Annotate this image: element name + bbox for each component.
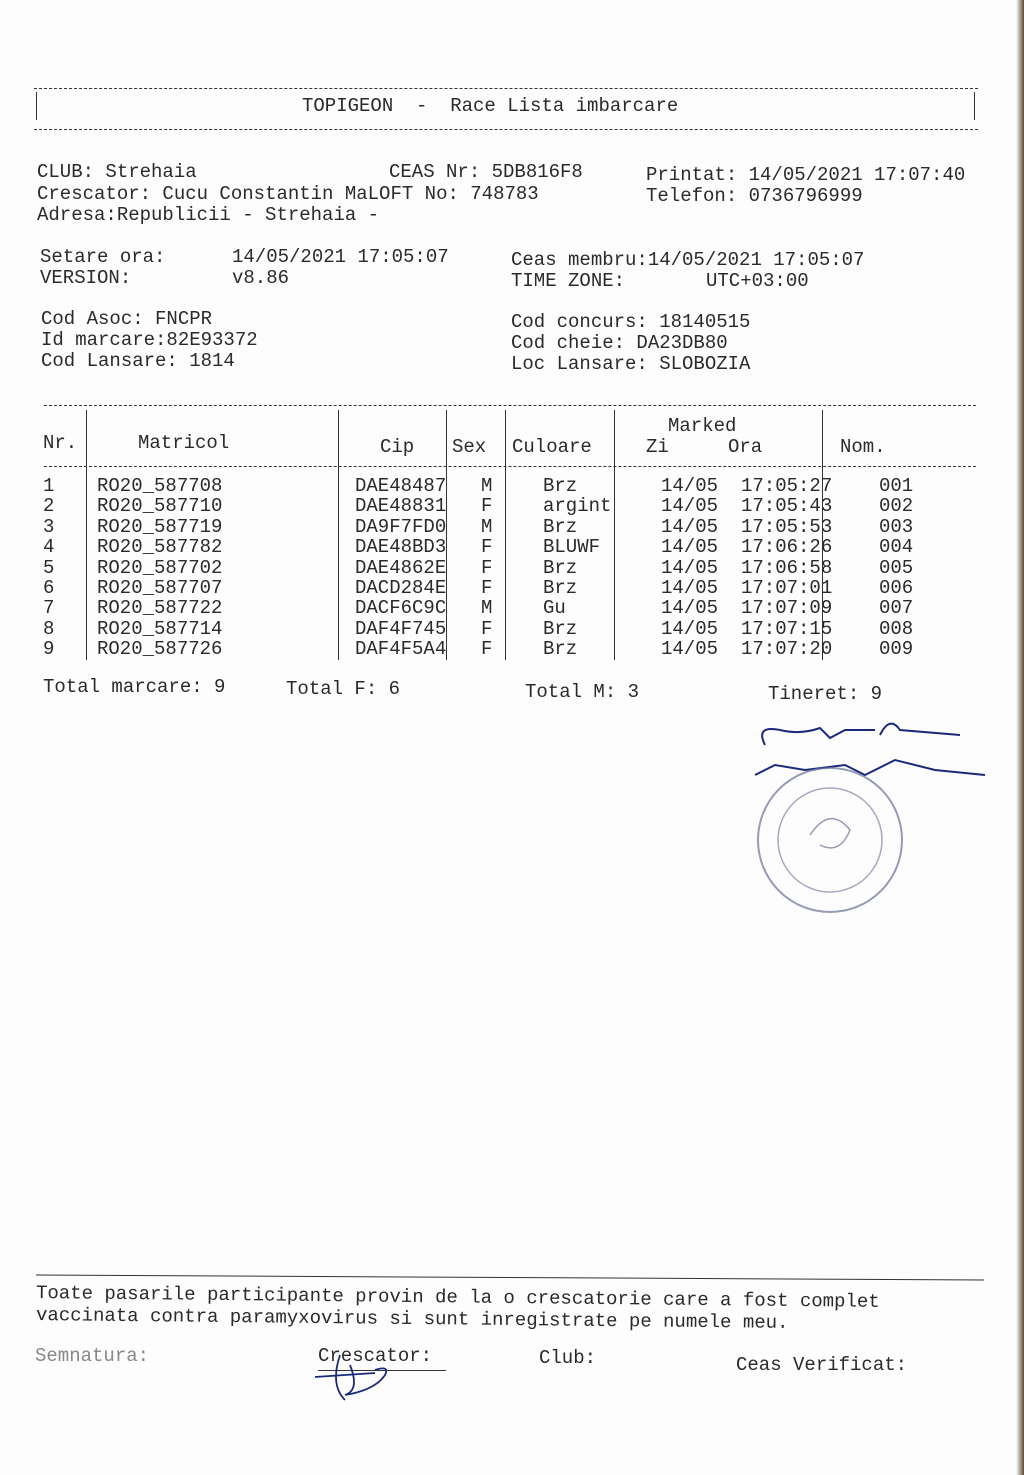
cell-nr: 2 [43, 495, 55, 518]
header-nom: Nom. [840, 436, 886, 458]
cell-zi: 14/05 [661, 638, 719, 661]
cell-nom: 006 [879, 576, 914, 599]
setare-ora-value: 14/05/2021 17:05:07 [232, 246, 449, 268]
total-f: Total F: 6 [286, 678, 401, 700]
cell-sex: F [481, 638, 493, 661]
cell-nr: 7 [43, 597, 55, 620]
cell-cip: DA9F7FD0 [355, 515, 447, 538]
header-ora: Ora [728, 436, 763, 458]
ceas-membru: Ceas membru:14/05/2021 17:05:07 [511, 249, 865, 271]
cell-cip: DAF4F5A4 [355, 638, 447, 661]
semnatura-label: Semnatura: [35, 1345, 150, 1367]
cell-ora: 17:05:43 [741, 495, 833, 518]
table-row [40, 496, 939, 516]
document-title: TOPIGEON - Race Lista imbarcare [302, 95, 679, 117]
cell-matricol: RO20_587702 [97, 556, 223, 579]
cod-lansare: Cod Lansare: 1814 [41, 350, 235, 372]
cell-nr: 3 [43, 515, 55, 538]
cell-nom: 007 [879, 597, 914, 620]
cell-zi: 14/05 [661, 495, 719, 518]
cell-zi: 14/05 [661, 556, 719, 579]
page-edge-shadow [1016, 0, 1024, 1475]
table-row [40, 558, 939, 578]
cell-nr: 4 [43, 536, 55, 559]
cod-asoc: Cod Asoc: FNCPR [41, 308, 213, 330]
cell-ora: 17:05:27 [741, 475, 833, 497]
cell-culoare: BLUWF [543, 536, 601, 559]
cell-nom: 003 [879, 515, 914, 538]
cell-sex: F [481, 576, 493, 599]
club-label: Club: [539, 1347, 597, 1369]
cell-ora: 17:06:26 [741, 536, 833, 559]
cell-culoare: Brz [543, 576, 578, 599]
cell-culoare: argint [543, 495, 612, 518]
cell-culoare: Brz [543, 617, 578, 640]
title-border-top [34, 88, 978, 89]
crescator-signature [310, 1345, 433, 1405]
header-sex: Sex [452, 436, 487, 458]
cell-cip: DACD284E [355, 576, 447, 599]
loc-lansare: Loc Lansare: SLOBOZIA [511, 353, 751, 375]
cell-nom: 002 [879, 495, 914, 518]
table-border-top [44, 405, 976, 406]
cell-nom: 001 [879, 475, 914, 497]
cell-ora: 17:06:58 [741, 556, 833, 579]
cell-matricol: RO20_587710 [97, 495, 223, 518]
cell-matricol: RO20_587714 [97, 617, 223, 640]
cell-nom: 009 [879, 638, 914, 661]
cell-cip: DACF6C9C [355, 597, 447, 620]
total-m: Total M: 3 [525, 681, 640, 703]
title-border-bottom [34, 129, 978, 130]
cell-zi: 14/05 [661, 536, 719, 559]
cell-ora: 17:07:15 [741, 617, 833, 640]
cell-matricol: RO20_587719 [97, 515, 223, 538]
cell-ora: 17:05:53 [741, 515, 833, 538]
adresa: Adresa:Republicii - Strehaia - [37, 204, 380, 226]
cell-sex: F [481, 495, 493, 518]
header-zi: Zi [646, 436, 669, 458]
table-header-divider [44, 466, 976, 467]
race-table [40, 476, 939, 660]
cell-sex: M [481, 475, 493, 497]
table-row [40, 619, 939, 639]
cell-nr: 6 [43, 576, 55, 599]
table-row [40, 537, 939, 557]
cell-ora: 17:07:09 [741, 597, 833, 620]
title-border-right [974, 92, 975, 120]
time-zone-value: UTC+03:00 [706, 270, 809, 292]
cod-concurs: Cod concurs: 18140515 [511, 311, 751, 333]
cell-ora: 17:07:01 [741, 576, 833, 599]
cell-culoare: Brz [543, 515, 578, 538]
cell-sex: F [481, 617, 493, 640]
cell-nr: 8 [43, 617, 55, 640]
cod-cheie: Cod cheie: DA23DB80 [511, 332, 728, 354]
cell-zi: 14/05 [661, 475, 719, 497]
ceas-nr: CEAS Nr: 5DB816F8 [389, 161, 583, 183]
cell-sex: M [481, 597, 493, 620]
total-marcare: Total marcare: 9 [43, 676, 226, 698]
cell-matricol: RO20_587722 [97, 597, 223, 620]
cell-matricol: RO20_587707 [97, 576, 223, 599]
table-row [40, 598, 939, 618]
cell-culoare: Gu [543, 597, 566, 620]
table-row [40, 476, 939, 496]
declaration-line-1: Toate pasarile participante provin de la o crescatorie care a fost complet [35, 1282, 880, 1313]
time-zone-label: TIME ZONE: [511, 270, 626, 292]
crescator-label: Crescator: [318, 1345, 433, 1367]
declaration-line-2: vaccinata contra paramyxovirus si sunt inregistrate pe numele meu. [35, 1304, 789, 1334]
cell-culoare: Brz [543, 556, 578, 579]
cell-matricol: RO20_587708 [97, 475, 223, 497]
club-stamp-and-signature [740, 710, 1000, 920]
club: CLUB: Strehaia [37, 161, 197, 183]
cell-nr: 9 [43, 638, 55, 661]
cell-cip: DAF4F745 [355, 617, 447, 640]
cell-cip: DAE48BD3 [355, 536, 447, 559]
cell-zi: 14/05 [661, 515, 719, 538]
setare-ora-label: Setare ora: [40, 246, 166, 268]
header-marked: Marked [668, 415, 737, 437]
cell-nom: 004 [879, 536, 914, 559]
crescator: Crescator: Cucu Constantin MaLOFT No: 748783 [37, 183, 539, 205]
header-cip: Cip [380, 436, 415, 458]
version-label: VERSION: [40, 267, 132, 289]
table-row [40, 578, 939, 598]
id-marcare: Id marcare:82E93372 [41, 329, 258, 351]
cell-culoare: Brz [543, 475, 578, 497]
cell-matricol: RO20_587782 [97, 536, 223, 559]
cell-zi: 14/05 [661, 576, 719, 599]
table-row [40, 517, 939, 537]
cell-cip: DAE48831 [355, 495, 447, 518]
printat: Printat: 14/05/2021 17:07:40 [646, 164, 966, 186]
cell-nr: 1 [43, 475, 55, 497]
cell-sex: F [481, 556, 493, 579]
header-matricol: Matricol [138, 432, 230, 454]
cell-culoare: Brz [543, 638, 578, 661]
cell-zi: 14/05 [661, 617, 719, 640]
cell-nom: 008 [879, 617, 914, 640]
cell-ora: 17:07:20 [741, 638, 833, 661]
cell-cip: DAE4862E [355, 556, 447, 579]
cell-sex: F [481, 536, 493, 559]
version-value: v8.86 [232, 267, 290, 289]
cell-sex: M [481, 515, 493, 538]
tineret: Tineret: 9 [768, 683, 883, 705]
cell-matricol: RO20_587726 [97, 638, 223, 661]
header-culoare: Culoare [512, 436, 592, 458]
cell-cip: DAE48487 [355, 475, 447, 497]
cell-zi: 14/05 [661, 597, 719, 620]
title-border-left [36, 92, 37, 120]
footer-rule [36, 1275, 984, 1281]
ceas-verificat-label: Ceas Verificat: [736, 1354, 908, 1376]
header-nr: Nr. [43, 432, 78, 454]
table-row [40, 639, 939, 659]
cell-nr: 5 [43, 556, 55, 579]
telefon: Telefon: 0736796999 [646, 185, 863, 207]
cell-nom: 005 [879, 556, 914, 579]
